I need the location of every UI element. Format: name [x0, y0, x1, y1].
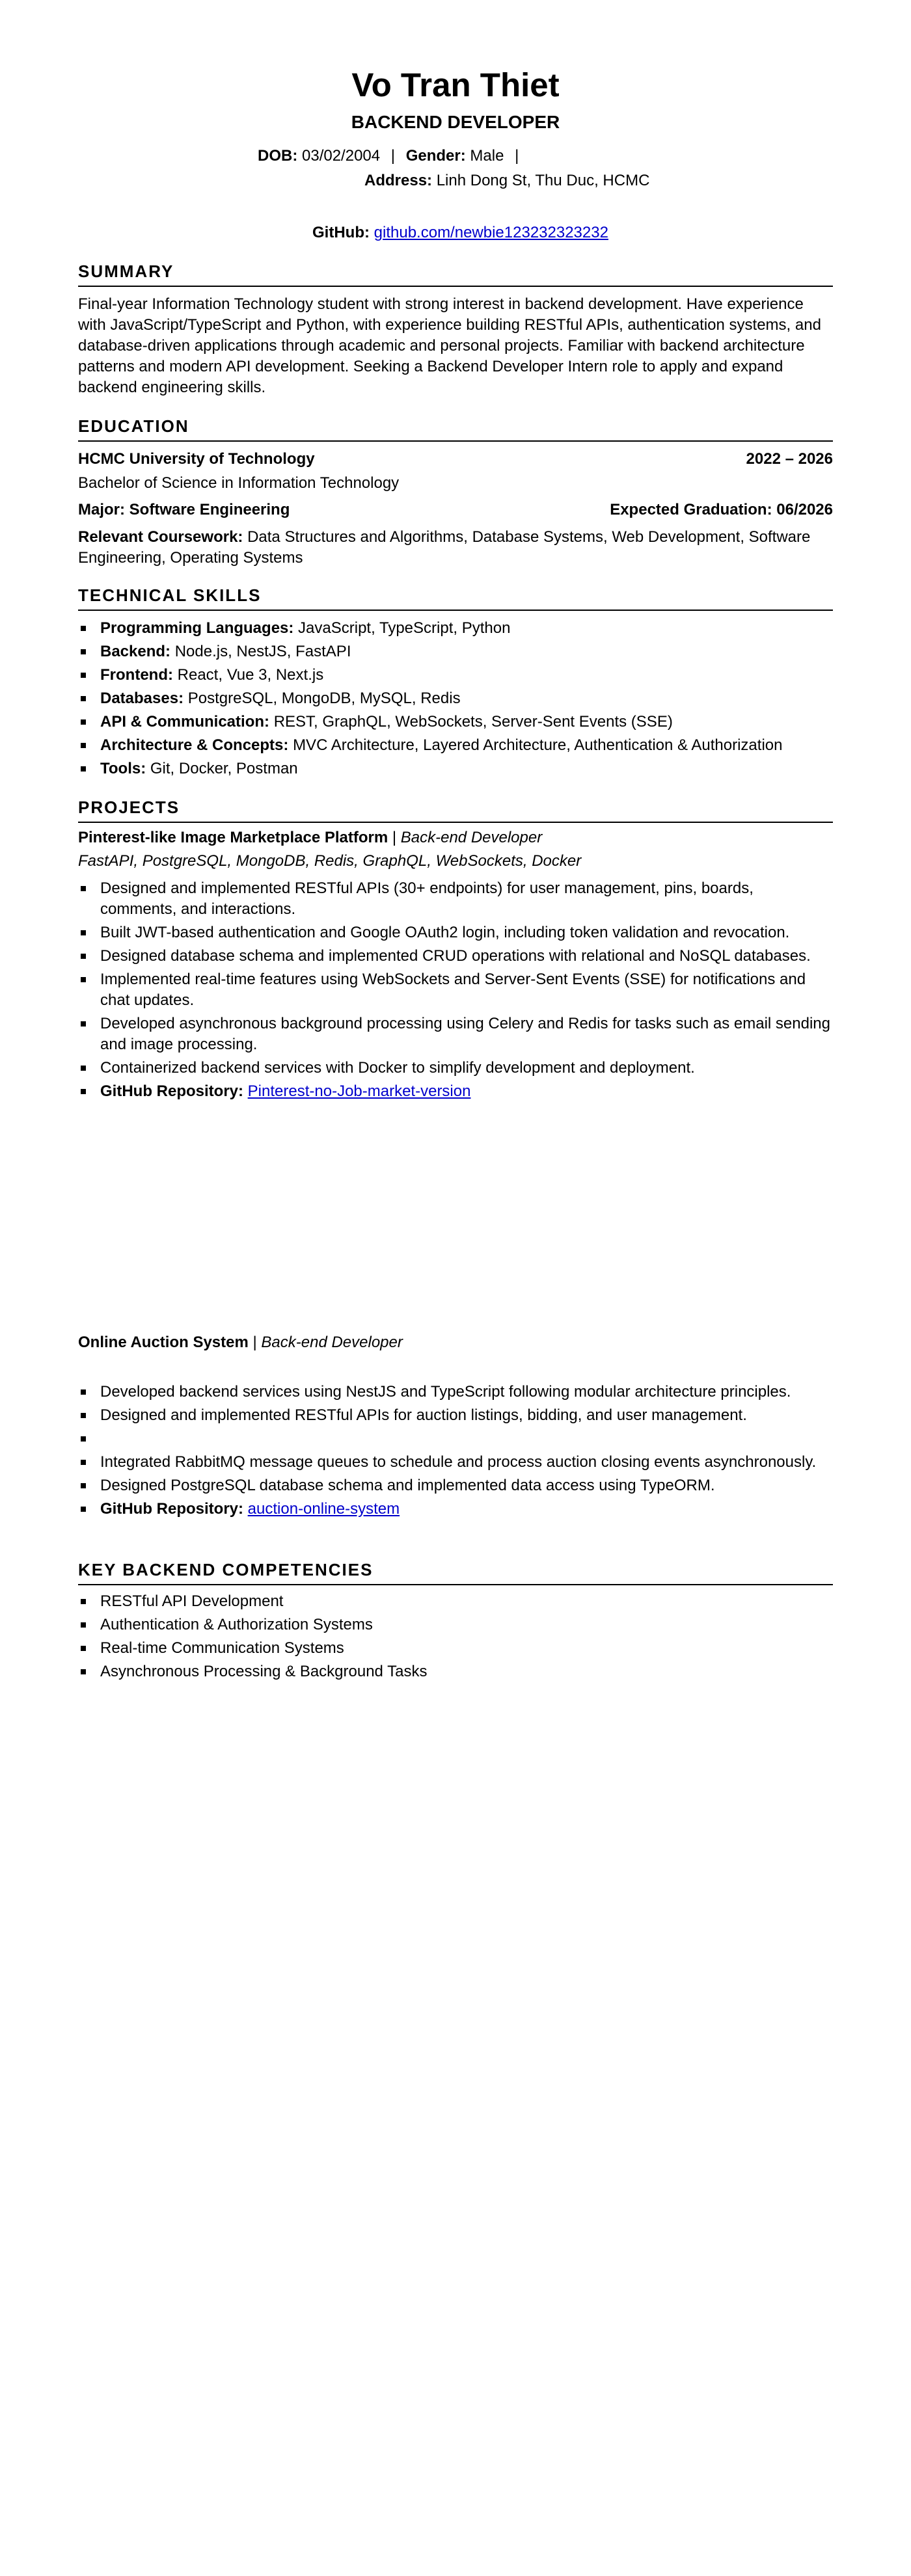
- list-item: Designed PostgreSQL database schema and implemented data access using TypeORM.: [78, 1475, 833, 1496]
- list-item: Designed and implemented RESTful APIs for auction listings, bidding, and user management.: [78, 1405, 833, 1426]
- skill-label: Programming Languages:: [100, 619, 294, 637]
- address-line: [364, 170, 649, 191]
- dob-label: DOB:: [258, 147, 298, 165]
- list-item: Developed asynchronous background processing using Celery and Redis for tasks such as email sending and image processing.: [78, 1013, 833, 1055]
- skill-value: REST, GraphQL, WebSockets, Server-Sent Events (SSE): [273, 713, 673, 731]
- project-2-bullets: [78, 1382, 833, 1522]
- skill-value: Git, Docker, Postman: [150, 760, 298, 777]
- dob-value: 03/02/2004: [302, 147, 381, 165]
- gender-value: Male: [470, 147, 504, 165]
- project-1-repo-link[interactable]: Pinterest-no-Job-market-version: [247, 1082, 471, 1100]
- skill-value: JavaScript, TypeScript, Python: [298, 619, 511, 637]
- major: Major: Software Engineering: [78, 501, 290, 518]
- skills-heading: TECHNICAL SKILLS: [78, 584, 833, 611]
- separator: |: [252, 1334, 257, 1351]
- separator: |: [392, 829, 397, 846]
- skill-label: Architecture & Concepts:: [100, 736, 289, 754]
- list-item: Developed backend services using NestJS and TypeScript following modular architecture principles.: [78, 1382, 833, 1402]
- project-1-bullets: [78, 878, 833, 1105]
- skills-list: [78, 618, 833, 782]
- list-item: RESTful API Development: [78, 1591, 833, 1612]
- skill-value: PostgreSQL, MongoDB, MySQL, Redis: [187, 690, 461, 707]
- list-item: Containerized backend services with Docker to simplify development and deployment.: [78, 1058, 833, 1079]
- summary-text: Final-year Information Technology student with strong interest in backend development. Have experience with JavaScript/TypeScript and Python, with experience building RESTful APIs, authentication systems, and database-driven applications through academic and personal projects. Familiar with backend architecture patterns and modern API development. Seeking a Backend Developer Intern role to apply and expand backend engineering skills.: [78, 295, 821, 396]
- skill-value: Node.js, NestJS, FastAPI: [174, 643, 351, 660]
- projects-heading: PROJECTS: [78, 796, 833, 823]
- separator: |: [515, 147, 519, 165]
- address-value: Linh Dong St, Thu Duc, HCMC: [436, 172, 650, 189]
- coursework: [78, 527, 833, 569]
- list-item: Designed database schema and implemented CRUD operations with relational and NoSQL databases.: [78, 946, 833, 967]
- project-1-name: Pinterest-like Image Marketplace Platform: [78, 829, 388, 846]
- list-item: Integrated RabbitMQ message queues to schedule and process auction closing events asynchronously.: [78, 1452, 833, 1473]
- list-item: [78, 688, 833, 709]
- job-title: BACKEND DEVELOPER: [351, 112, 560, 132]
- education-major-row: [78, 500, 833, 520]
- list-item: [78, 1429, 833, 1449]
- list-item: [78, 665, 833, 686]
- summary-heading: SUMMARY: [78, 260, 833, 287]
- skill-label: Databases:: [100, 690, 184, 707]
- coursework-label: Relevant Coursework:: [78, 528, 243, 546]
- project-1-role: Back-end Developer: [400, 829, 543, 846]
- list-item: [78, 735, 833, 756]
- list-item: Authentication & Authorization Systems: [78, 1615, 833, 1635]
- list-item: [78, 1499, 833, 1520]
- skill-value: React, Vue 3, Next.js: [177, 666, 324, 684]
- list-item: Asynchronous Processing & Background Tasks: [78, 1661, 833, 1682]
- list-item: [78, 641, 833, 662]
- project-2-repo-link[interactable]: auction-online-system: [247, 1500, 400, 1518]
- project-2-title-row: [78, 1332, 833, 1353]
- coursework-value: Data Structures and Algorithms, Database Systems, Web Development, Software Engineering, Operating Systems: [78, 528, 811, 567]
- education-heading: EDUCATION: [78, 415, 833, 442]
- skill-label: Backend:: [100, 643, 171, 660]
- list-item: [78, 712, 833, 732]
- repo-label: GitHub Repository:: [100, 1082, 243, 1100]
- project-1-title-row: [78, 827, 833, 848]
- degree: Bachelor of Science in Information Technology: [78, 474, 400, 492]
- repo-label: GitHub Repository:: [100, 1500, 243, 1518]
- skill-label: Frontend:: [100, 666, 173, 684]
- list-item: [78, 1081, 833, 1102]
- skill-value: MVC Architecture, Layered Architecture, Authentication & Authorization: [293, 736, 783, 754]
- skill-label: Tools:: [100, 760, 146, 777]
- list-item: [78, 618, 833, 639]
- list-item: Designed and implemented RESTful APIs (30+ endpoints) for user management, pins, boards, comments, and interactions.: [78, 878, 833, 920]
- education-years: 2022 – 2026: [746, 450, 833, 468]
- competencies-heading: KEY BACKEND COMPETENCIES: [78, 1559, 833, 1585]
- github-label: GitHub:: [312, 224, 370, 241]
- education-school-row: [78, 449, 833, 470]
- skill-label: API & Communication:: [100, 713, 270, 731]
- candidate-name: Vo Tran Thiet: [351, 66, 560, 103]
- expected-graduation: Expected Graduation: 06/2026: [610, 501, 833, 518]
- list-item: Implemented real-time features using WebSockets and Server-Sent Events (SSE) for notifications and chat updates.: [78, 969, 833, 1011]
- project-2-role: Back-end Developer: [261, 1334, 403, 1351]
- github-line: [312, 222, 608, 243]
- separator: |: [390, 147, 396, 165]
- address-label: Address:: [364, 172, 433, 189]
- list-item: Real-time Communication Systems: [78, 1638, 833, 1659]
- personal-info-line: [258, 146, 525, 167]
- school-name: HCMC University of Technology: [78, 450, 315, 468]
- gender-label: Gender:: [405, 147, 466, 165]
- list-item: Built JWT-based authentication and Google OAuth2 login, including token validation and revocation.: [78, 922, 833, 943]
- list-item: [78, 758, 833, 779]
- competencies-list: [78, 1591, 833, 1685]
- project-2-name: Online Auction System: [78, 1334, 249, 1351]
- project-1-stack: FastAPI, PostgreSQL, MongoDB, Redis, GraphQL, WebSockets, Docker: [78, 852, 582, 870]
- github-link[interactable]: github.com/newbie123232323232: [374, 224, 608, 241]
